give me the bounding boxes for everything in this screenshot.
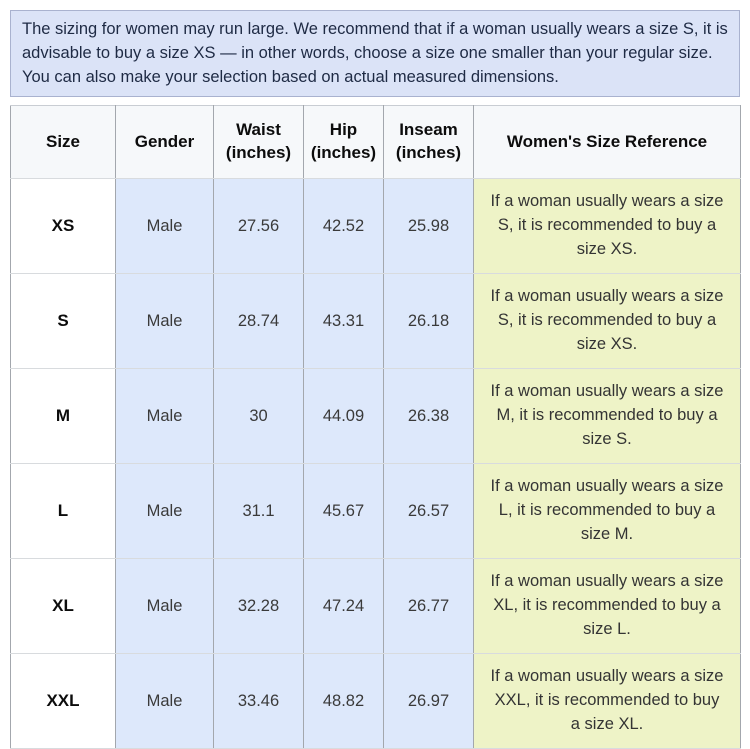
table-row-l [11,464,741,559]
sizing-notice: The sizing for women may run large. We recommend that if a woman usually wears a size S, it is advisable to buy a size XS — in other words, choose a size one smaller than your regular size. You can also make your selection based on actual measured dimensions. [10,10,740,97]
hip-cell: 44.09 [304,369,384,464]
inseam-cell: 26.38 [384,369,474,464]
gender-cell: Male [116,369,214,464]
waist-cell: 33.46 [214,654,304,749]
size-cell: L [11,464,116,559]
inseam-cell: 26.18 [384,274,474,369]
column-header-gender: Gender [116,106,214,179]
gender-cell: Male [116,179,214,274]
size-cell: XS [11,179,116,274]
gender-cell: Male [116,559,214,654]
hip-cell: 48.82 [304,654,384,749]
column-header-hip: Hip (inches) [304,106,384,179]
reference-cell: If a woman usually wears a size S, it is recommended to buy a size XS. [474,274,741,369]
size-cell: XL [11,559,116,654]
inseam-cell: 26.97 [384,654,474,749]
table-row-m [11,369,741,464]
column-header-waist: Waist (inches) [214,106,304,179]
reference-cell: If a woman usually wears a size L, it is recommended to buy a size M. [474,464,741,559]
waist-cell: 27.56 [214,179,304,274]
reference-cell: If a woman usually wears a size M, it is recommended to buy a size S. [474,369,741,464]
inseam-cell: 26.57 [384,464,474,559]
waist-cell: 30 [214,369,304,464]
waist-cell: 31.1 [214,464,304,559]
size-cell: M [11,369,116,464]
reference-cell: If a woman usually wears a size XXL, it is recommended to buy a size XL. [474,654,741,749]
size-chart-table [10,105,741,749]
inseam-cell: 26.77 [384,559,474,654]
table-row-xxl [11,654,741,749]
table-row-xl [11,559,741,654]
table-row-xs [11,179,741,274]
inseam-cell: 25.98 [384,179,474,274]
size-cell: S [11,274,116,369]
column-header-reference: Women's Size Reference [474,106,741,179]
hip-cell: 43.31 [304,274,384,369]
hip-cell: 47.24 [304,559,384,654]
column-header-size: Size [11,106,116,179]
gender-cell: Male [116,464,214,559]
reference-cell: If a woman usually wears a size S, it is recommended to buy a size XS. [474,179,741,274]
size-cell: XXL [11,654,116,749]
waist-cell: 28.74 [214,274,304,369]
hip-cell: 45.67 [304,464,384,559]
header-row [11,106,741,179]
column-header-inseam: Inseam (inches) [384,106,474,179]
reference-cell: If a woman usually wears a size XL, it is recommended to buy a size L. [474,559,741,654]
waist-cell: 32.28 [214,559,304,654]
gender-cell: Male [116,654,214,749]
table-row-s [11,274,741,369]
gender-cell: Male [116,274,214,369]
hip-cell: 42.52 [304,179,384,274]
